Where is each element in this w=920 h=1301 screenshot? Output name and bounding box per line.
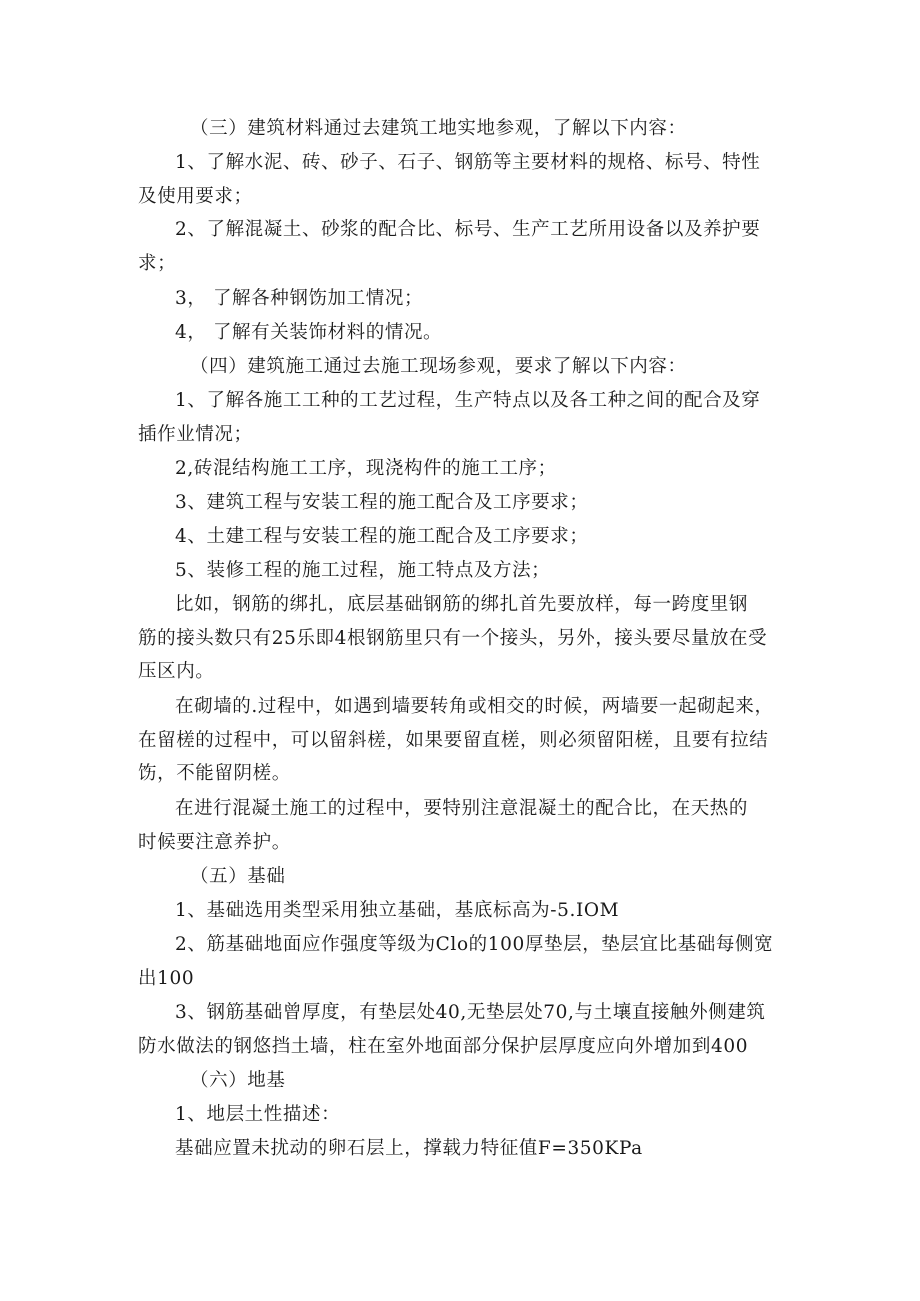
paragraph-masonry [138, 690, 790, 791]
text-line: 4、土建工程与安装工程的施工配合及工序要求； [175, 526, 589, 547]
text-line: 求； [138, 252, 177, 274]
text-line: 3， 了解各种钢饬加工情况； [175, 288, 424, 309]
text-line: 出100 [138, 967, 195, 989]
text-line: 及使用要求； [138, 185, 253, 207]
text-line: 在砌墙的.过程中，如遇到墙要转角或相交的时候，两墙要一起砌起来， [175, 696, 774, 717]
text-line: 3、钢筋基础曾厚度，有垫层处40,无垫层处70,与土壤直接触外侧建筑 [175, 1002, 766, 1023]
heading-materials [190, 112, 842, 146]
paragraph-rebar-example [138, 588, 790, 689]
paragraph-construction-5 [138, 554, 790, 588]
text-line: 2、筋基础地面应作强度等级为Clo的100厚垫层，垫层宜比基础每侧宽 [175, 934, 774, 955]
paragraph-subgrade-2 [138, 1132, 790, 1166]
paragraph-materials-1 [138, 146, 790, 213]
heading-foundation [190, 860, 842, 894]
paragraph-construction-1 [138, 384, 790, 451]
text-line: 1、地层土性描述： [175, 1104, 341, 1125]
paragraph-materials-2 [138, 213, 790, 280]
paragraph-materials-4 [138, 316, 790, 350]
text-line: 插作业情况； [138, 423, 253, 445]
text-line: （六）地基 [190, 1070, 286, 1091]
paragraph-construction-3 [138, 486, 790, 520]
paragraph-foundation-3 [138, 996, 790, 1063]
text-line: 2、了解混凝土、砂浆的配合比、标号、生产工艺所用设备以及养护要 [175, 219, 761, 240]
text-line: 压区内。 [138, 661, 215, 682]
text-line: （四）建筑施工通过去施工现场参观，要求了解以下内容： [190, 356, 687, 377]
text-line: 3、建筑工程与安装工程的施工配合及工序要求； [175, 492, 589, 513]
heading-subgrade [190, 1064, 842, 1098]
paragraph-construction-2 [138, 452, 790, 486]
paragraph-construction-4 [138, 520, 790, 554]
text-line: 饬，不能留阴槎。 [138, 763, 291, 784]
text-line: 时候要注意养护。 [138, 831, 291, 853]
text-line: 筋的接头数只有25乐即4根钢筋里只有一个接头，另外，接头要尽量放在受 [138, 627, 768, 649]
heading-construction [190, 350, 842, 384]
paragraph-foundation-1 [138, 894, 790, 928]
paragraph-concrete [138, 792, 790, 859]
text-line: 1、了解水泥、砖、砂子、石子、钢筋等主要材料的规格、标号、特性 [175, 152, 761, 173]
text-line: 2,砖混结构施工工序，现浇构件的施工工序； [175, 458, 557, 479]
text-line: 5、装修工程的施工过程，施工特点及方法； [175, 560, 551, 581]
text-line: 比如，钢筋的绑扎，底层基础钢筋的绑扎首先要放样，每一跨度里钢 [175, 594, 749, 615]
text-line: 基础应置未扰动的卵石层上，撑载力特征值F=350KPa [175, 1138, 643, 1159]
text-line: 在留槎的过程中，可以留斜槎，如果要留直槎，则必须留阳槎，且要有拉结 [138, 729, 769, 751]
text-line: 1、了解各施工工种的工艺过程，生产特点以及各工种之间的配合及穿 [175, 390, 761, 411]
paragraph-materials-3 [138, 282, 790, 316]
text-line: 防水做法的钢悠挡土墙，柱在室外地面部分保护层厚度应向外增加到400 [138, 1035, 749, 1057]
text-line: 1、基础选用类型采用独立基础，基底标高为-5.IOM [175, 900, 620, 921]
paragraph-subgrade-1 [138, 1098, 790, 1132]
paragraph-foundation-2 [138, 928, 790, 995]
text-line: 在进行混凝土施工的过程中，要特别注意混凝土的配合比，在天热的 [175, 798, 749, 819]
text-line: （三）建筑材料通过去建筑工地实地参观，了解以下内容： [190, 118, 687, 139]
text-line: （五）基础 [190, 866, 286, 887]
text-line: 4， 了解有关装饰材料的情况。 [175, 322, 443, 343]
